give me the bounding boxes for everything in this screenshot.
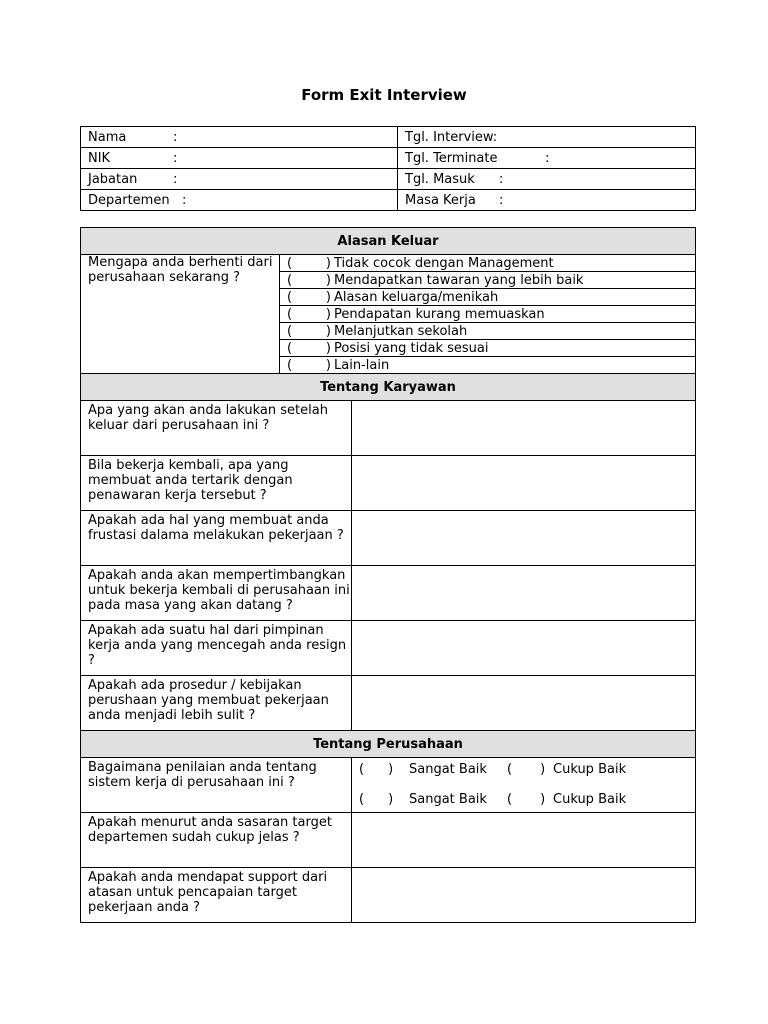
info-row-nik bbox=[81, 148, 696, 169]
colon: : bbox=[545, 150, 550, 166]
checkbox-paren: ( ) bbox=[287, 357, 331, 373]
reason-option[interactable] bbox=[280, 323, 696, 340]
answer-field[interactable] bbox=[352, 676, 696, 731]
reason-label: Posisi yang tidak sesuai bbox=[334, 340, 489, 356]
tgl-terminate-field[interactable] bbox=[398, 148, 696, 169]
alasan-keluar-header: Alasan Keluar bbox=[81, 228, 696, 255]
nik-field[interactable] bbox=[81, 148, 398, 169]
answer-field[interactable] bbox=[352, 401, 696, 456]
nik-label: NIK bbox=[88, 150, 111, 166]
colon: : bbox=[182, 192, 187, 208]
info-row-jabatan bbox=[81, 169, 696, 190]
rating-line[interactable]: ( ) Sangat Baik ( ) Cukup Baik bbox=[359, 762, 627, 777]
rating-line[interactable]: ( ) Sangat Baik ( ) Cukup Baik bbox=[359, 792, 627, 807]
nama-label: Nama bbox=[88, 129, 127, 145]
reason-option[interactable] bbox=[280, 357, 696, 374]
karyawan-question: Bila bekerja kembali, apa yang membuat anda tertarik dengan penawaran kerja tersebut ? bbox=[81, 456, 352, 511]
tgl-interview-label: Tgl. Interview: bbox=[405, 129, 498, 145]
colon: : bbox=[173, 129, 178, 145]
perusahaan-question: Apakah anda mendapat support dari atasan untuk pencapaian target pekerjaan anda ? bbox=[81, 868, 352, 923]
employee-info-table bbox=[80, 126, 696, 211]
info-row-departemen bbox=[81, 190, 696, 211]
sangat-baik-label: Sangat Baik bbox=[409, 792, 487, 807]
colon: : bbox=[173, 171, 178, 187]
tgl-terminate-label: Tgl. Terminate bbox=[405, 150, 498, 166]
reason-label: Melanjutkan sekolah bbox=[334, 323, 468, 339]
rating-question: Bagaimana penilaian anda tentang sistem kerja di perusahaan ini ? bbox=[81, 758, 352, 813]
answer-field[interactable] bbox=[352, 511, 696, 566]
answer-field[interactable] bbox=[352, 566, 696, 621]
sangat-baik-label: Sangat Baik bbox=[409, 762, 487, 777]
cukup-baik-label: Cukup Baik bbox=[553, 792, 627, 807]
tgl-interview-field[interactable] bbox=[398, 127, 696, 148]
reason-option[interactable] bbox=[280, 289, 696, 306]
rating-options bbox=[352, 758, 696, 813]
reason-label: Tidak cocok dengan Management bbox=[334, 255, 554, 271]
nama-field[interactable] bbox=[81, 127, 398, 148]
checkbox-paren: ( ) bbox=[287, 306, 331, 322]
checkbox-paren: ( ) bbox=[287, 323, 331, 339]
colon: : bbox=[499, 171, 504, 187]
reason-label: Mendapatkan tawaran yang lebih baik bbox=[334, 272, 584, 288]
checkbox-paren: ( ) bbox=[287, 255, 331, 271]
reason-label: Lain-lain bbox=[334, 357, 390, 373]
karyawan-question: Apakah ada prosedur / kebijakan perushaan yang membuat pekerjaan anda menjadi lebih sulit ? bbox=[81, 676, 352, 731]
reason-option[interactable] bbox=[280, 272, 696, 289]
perusahaan-question: Apakah menurut anda sasaran target departemen sudah cukup jelas ? bbox=[81, 813, 352, 868]
answer-field[interactable] bbox=[352, 621, 696, 676]
karyawan-question: Apakah ada hal yang membuat anda frustasi dalama melakukan pekerjaan ? bbox=[81, 511, 352, 566]
cukup-baik-label: Cukup Baik bbox=[553, 762, 627, 777]
reason-option[interactable] bbox=[280, 306, 696, 323]
alasan-question: Mengapa anda berhenti dari perusahaan sekarang ? bbox=[81, 255, 280, 374]
answer-field[interactable] bbox=[352, 456, 696, 511]
answer-field[interactable] bbox=[352, 813, 696, 868]
colon: : bbox=[173, 150, 178, 166]
answer-field[interactable] bbox=[352, 868, 696, 923]
info-row-nama bbox=[81, 127, 696, 148]
reason-option[interactable] bbox=[280, 255, 696, 272]
checkbox-paren: ( ) bbox=[287, 289, 331, 305]
form-title: Form Exit Interview bbox=[301, 86, 467, 104]
reason-option[interactable] bbox=[280, 340, 696, 357]
departemen-field[interactable] bbox=[81, 190, 398, 211]
exit-interview-table bbox=[80, 227, 696, 923]
reason-label: Alasan keluarga/menikah bbox=[334, 289, 499, 305]
departemen-label: Departemen bbox=[88, 192, 170, 208]
tgl-masuk-label: Tgl. Masuk bbox=[405, 171, 475, 187]
tentang-perusahaan-header: Tentang Perusahaan bbox=[81, 731, 696, 758]
checkbox-paren: ( ) bbox=[287, 340, 331, 356]
reason-label: Pendapatan kurang memuaskan bbox=[334, 306, 545, 322]
karyawan-question: Apakah anda akan mempertimbangkan untuk bekerja kembali di perusahaan ini pada masa yang akan datang ? bbox=[81, 566, 352, 621]
karyawan-question: Apakah ada suatu hal dari pimpinan kerja anda yang mencegah anda resign ? bbox=[81, 621, 352, 676]
colon: : bbox=[499, 192, 504, 208]
masa-kerja-field[interactable] bbox=[398, 190, 696, 211]
tentang-karyawan-header: Tentang Karyawan bbox=[81, 374, 696, 401]
jabatan-label: Jabatan bbox=[88, 171, 138, 187]
jabatan-field[interactable] bbox=[81, 169, 398, 190]
karyawan-question: Apa yang akan anda lakukan setelah keluar dari perusahaan ini ? bbox=[81, 401, 352, 456]
tgl-masuk-field[interactable] bbox=[398, 169, 696, 190]
checkbox-paren: ( ) bbox=[287, 272, 331, 288]
masa-kerja-label: Masa Kerja bbox=[405, 192, 476, 208]
